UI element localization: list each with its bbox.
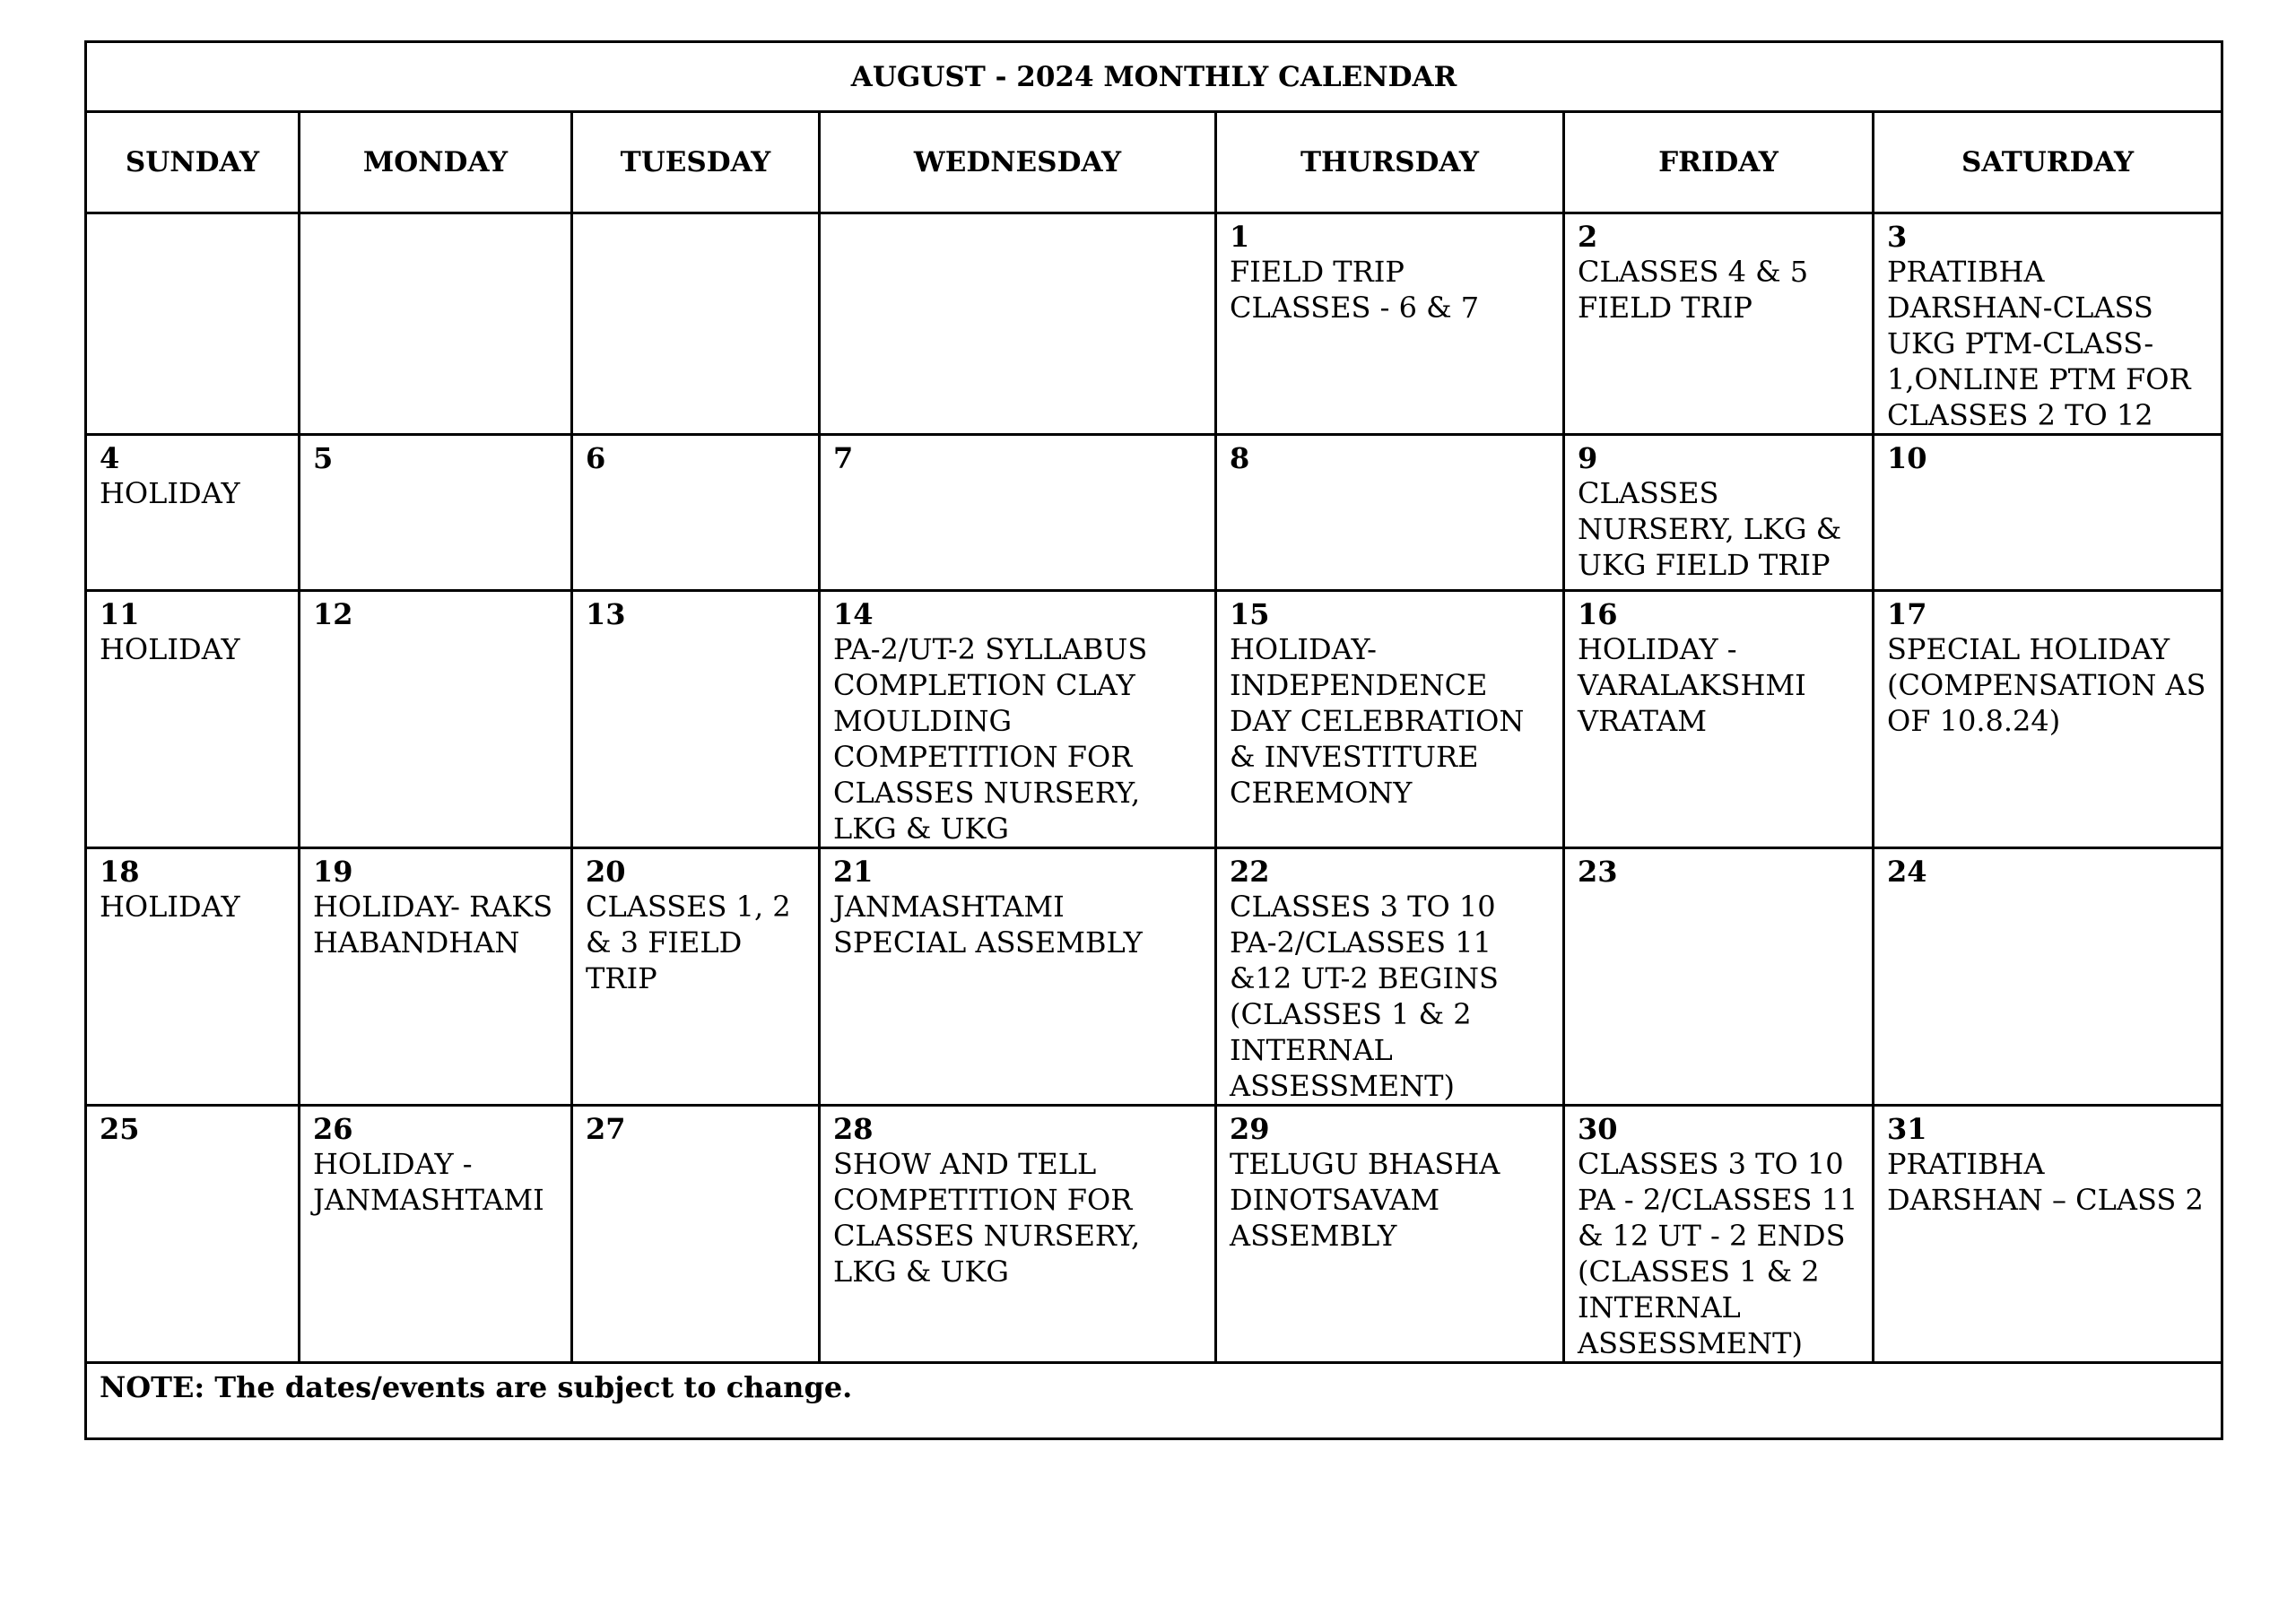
event-text: JANMASHTAMI SPECIAL ASSEMBLY [833,890,1143,960]
date-number: 23 [1578,855,1618,889]
day-cell [86,591,300,848]
event-text: SPECIAL HOLIDAY (COMPENSATION AS OF 10.8.24) [1887,632,2206,738]
day-cell [1564,213,1874,435]
date-number: 11 [100,597,140,631]
day-cell [1216,1106,1564,1363]
title-row [86,42,2222,112]
day-cell [1216,591,1564,848]
event-text: CLASSES 1, 2 & 3 FIELD TRIP [586,890,791,995]
date-number: 17 [1887,597,1927,631]
day-cell [300,1106,572,1363]
day-cell [86,848,300,1106]
date-number: 25 [100,1112,140,1146]
day-header-wednesday: WEDNESDAY [820,112,1216,213]
event-text: FIELD TRIP CLASSES - 6 & 7 [1230,255,1480,325]
note-text: NOTE: The dates/events are subject to change. [86,1363,2222,1439]
date-number: 15 [1230,597,1270,631]
day-cell [1216,213,1564,435]
event-text: CLASSES 4 & 5 FIELD TRIP [1578,255,1809,325]
event-text: PRATIBHA DARSHAN-CLASS UKG PTM-CLASS-1,ONLINE PTM FOR CLASSES 2 TO 12 [1887,255,2191,432]
event-text: HOLIDAY [100,890,240,924]
day-header-sunday: SUNDAY [86,112,300,213]
day-cell [820,848,1216,1106]
monthly-calendar-table [84,40,2223,1440]
date-number: 13 [586,597,626,631]
event-text: HOLIDAY- INDEPENDENCE DAY CELEBRATION & INVESTITURE CEREMONY [1230,632,1525,810]
date-number: 4 [100,441,120,475]
day-cell [1874,213,2222,435]
date-number: 19 [313,855,353,889]
day-cell [1564,435,1874,591]
date-number: 7 [833,441,854,475]
day-cell [86,213,300,435]
week-row-5 [86,1106,2222,1363]
week-row-2 [86,435,2222,591]
day-cell [572,848,820,1106]
event-text: CLASSES 3 TO 10 PA-2/CLASSES 11 &12 UT-2 BEGINS (CLASSES 1 & 2 INTERNAL ASSESSMENT) [1230,890,1499,1103]
day-cell [820,1106,1216,1363]
date-number: 2 [1578,220,1598,254]
note-row [86,1363,2222,1439]
date-number: 6 [586,441,606,475]
day-cell [820,591,1216,848]
day-cell [1874,591,2222,848]
day-cell [820,435,1216,591]
date-number: 10 [1887,441,1927,475]
day-cell [1216,435,1564,591]
date-number: 14 [833,597,874,631]
event-text: HOLIDAY - JANMASHTAMI [313,1147,544,1217]
day-cell [1874,435,2222,591]
day-cell [1874,848,2222,1106]
event-text: HOLIDAY [100,476,240,510]
weekday-header-row [86,112,2222,213]
week-row-4 [86,848,2222,1106]
day-header-friday: FRIDAY [1564,112,1874,213]
day-cell [86,435,300,591]
day-cell [820,213,1216,435]
date-number: 18 [100,855,140,889]
date-number: 16 [1578,597,1618,631]
calendar-title: AUGUST - 2024 MONTHLY CALENDAR [86,42,2222,112]
week-row-3 [86,591,2222,848]
week-row-1 [86,213,2222,435]
day-cell [86,1106,300,1363]
day-cell [300,848,572,1106]
day-cell [1874,1106,2222,1363]
date-number: 21 [833,855,874,889]
day-header-monday: MONDAY [300,112,572,213]
date-number: 3 [1887,220,1908,254]
date-number: 30 [1578,1112,1618,1146]
date-number: 1 [1230,220,1250,254]
day-cell [300,435,572,591]
event-text: CLASSES 3 TO 10 PA - 2/CLASSES 11 & 12 UT - 2 ENDS (CLASSES 1 & 2 INTERNAL ASSESSMENT) [1578,1147,1858,1360]
date-number: 8 [1230,441,1250,475]
event-text: HOLIDAY - VARALAKSHMI VRATAM [1578,632,1806,738]
day-cell [572,435,820,591]
day-cell [1564,1106,1874,1363]
date-number: 28 [833,1112,874,1146]
date-number: 9 [1578,441,1598,475]
date-number: 26 [313,1112,353,1146]
day-cell [1564,848,1874,1106]
date-number: 20 [586,855,626,889]
day-cell [572,591,820,848]
day-header-saturday: SATURDAY [1874,112,2222,213]
date-number: 24 [1887,855,1927,889]
date-number: 29 [1230,1112,1270,1146]
event-text: TELUGU BHASHA DINOTSAVAM ASSEMBLY [1230,1147,1500,1253]
day-cell [300,591,572,848]
date-number: 22 [1230,855,1270,889]
event-text: HOLIDAY- RAKSHABANDHAN [313,890,553,960]
day-cell [1564,591,1874,848]
day-header-thursday: THURSDAY [1216,112,1564,213]
day-cell [572,1106,820,1363]
event-text: PRATIBHA DARSHAN – CLASS 2 [1887,1147,2204,1217]
day-cell [572,213,820,435]
day-header-tuesday: TUESDAY [572,112,820,213]
date-number: 31 [1887,1112,1927,1146]
event-text: CLASSES NURSERY, LKG & UKG FIELD TRIP [1578,476,1842,582]
event-text: PA-2/UT-2 SYLLABUS COMPLETION CLAY MOULDING COMPETITION FOR CLASSES NURSERY, LKG & UKG [833,632,1148,846]
date-number: 5 [313,441,334,475]
date-number: 12 [313,597,353,631]
date-number: 27 [586,1112,626,1146]
day-cell [1216,848,1564,1106]
event-text: HOLIDAY [100,632,240,666]
day-cell [300,213,572,435]
event-text: SHOW AND TELL COMPETITION FOR CLASSES NURSERY, LKG & UKG [833,1147,1141,1289]
